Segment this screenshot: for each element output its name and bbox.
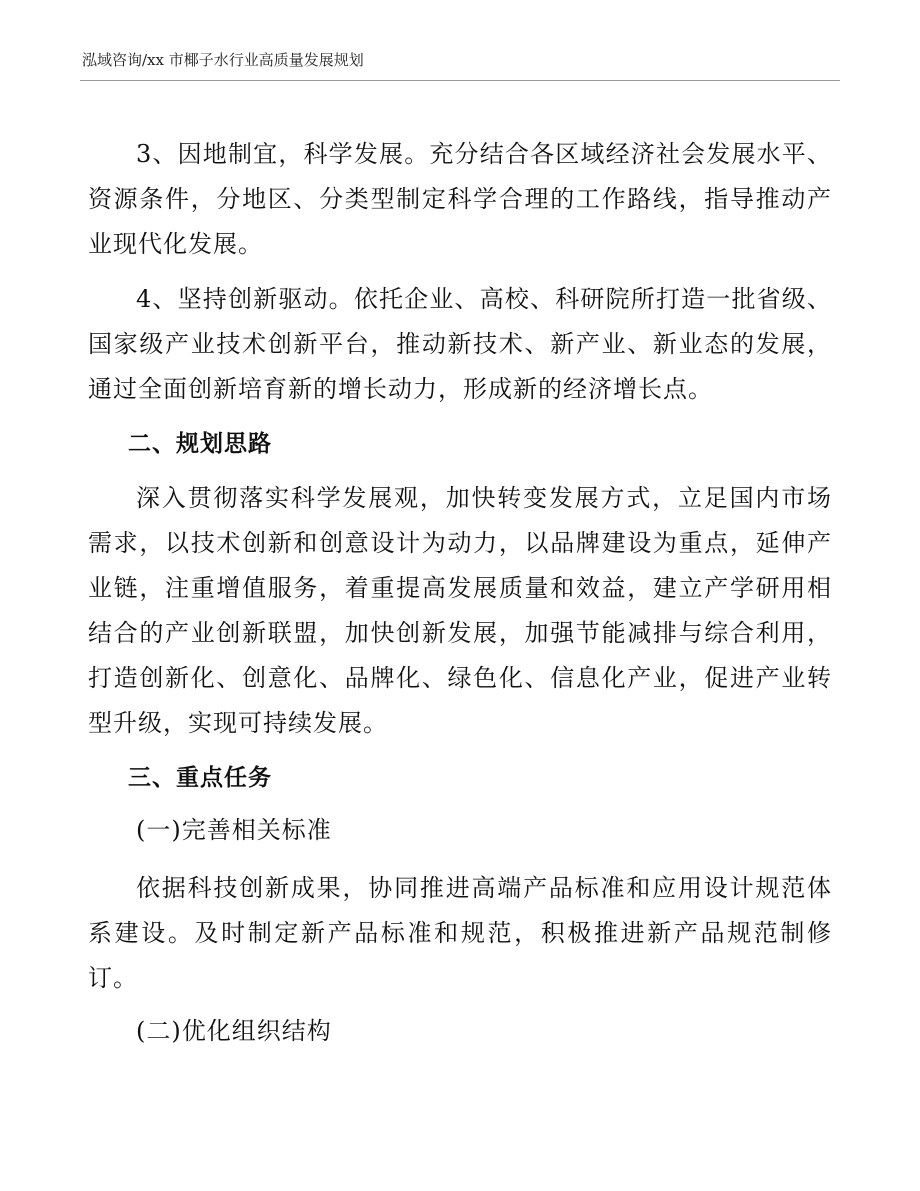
paragraph-planning-approach: 深入贯彻落实科学发展观，加快转变发展方式，立足国内市场需求，以技术创新和创意设计为动力，以品牌建设为重点，延伸产业链，注重增值服务，着重提高发展质量和效益，建立产学研用相结合的产业创新联盟，加快创新发展，加强节能减排与综合利用，打造创新化、创意化、品牌化、绿色化、信息化产业，促进产业转型升级，实现可持续发展。	[88, 484, 832, 737]
page-header: 泓域咨询/xx 市椰子水行业高质量发展规划	[82, 51, 364, 69]
header-divider	[80, 80, 840, 81]
section-heading-key-tasks: 三、重点任务	[128, 764, 272, 791]
document-body	[88, 132, 832, 1067]
sub-heading-standards: (一)完善相关标准	[136, 816, 332, 844]
paragraph-principle-3: 3、因地制宜，科学发展。充分结合各区域经济社会发展水平、资源条件，分地区、分类型制定科学合理的工作路线，指导推动产业现代化发展。	[88, 140, 832, 258]
paragraph-standards: 依据科技创新成果，协同推进高端产品标准和应用设计规范体系建设。及时制定新产品标准和规范，积极推进新产品规范制修订。	[88, 874, 832, 992]
sub-heading-organization: (二)优化组织结构	[136, 1017, 332, 1045]
paragraph-principle-4: 4、坚持创新驱动。依托企业、高校、科研院所打造一批省级、国家级产业技术创新平台，推动新技术、新产业、新业态的发展，通过全面创新培育新的增长动力，形成新的经济增长点。	[88, 285, 832, 403]
section-heading-planning-approach: 二、规划思路	[128, 430, 272, 457]
